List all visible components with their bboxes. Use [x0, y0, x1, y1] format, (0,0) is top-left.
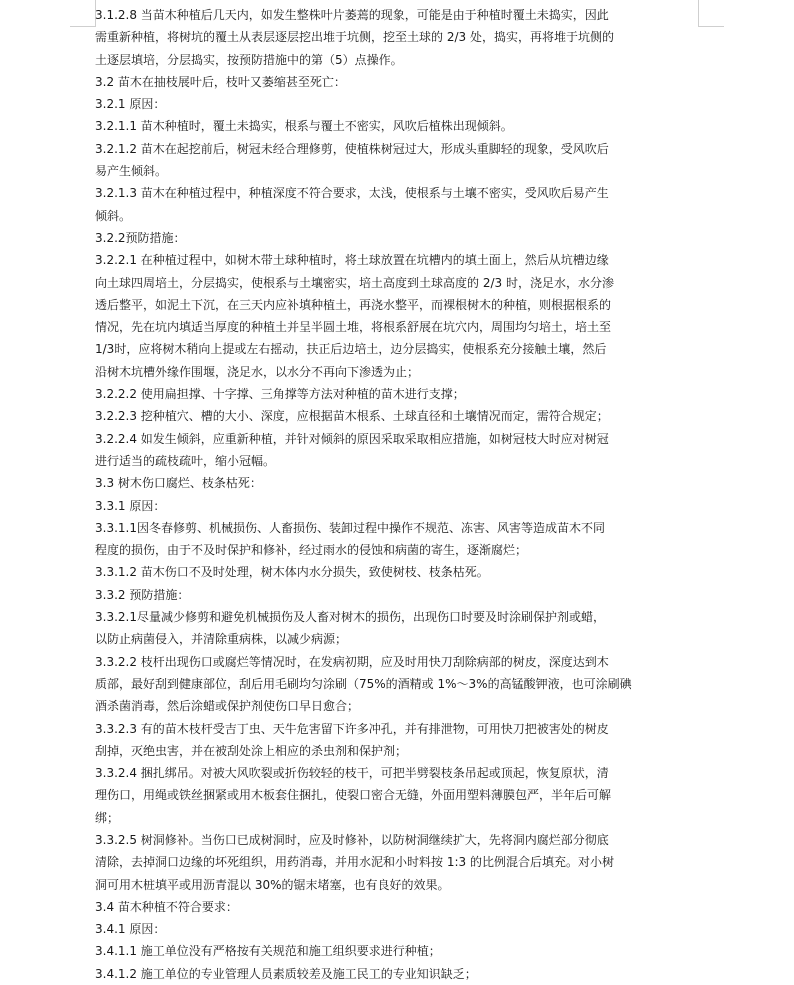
text-line: 3.4.1.2 施工单位的专业管理人员素质较差及施工民工的专业知识缺乏；: [95, 966, 477, 981]
text-line: 质部，最好刮到健康部位，刮后用毛刷均匀涂刷（75%的酒精或 1%～3%的高锰酸钾液，也可涂刷碘: [95, 676, 632, 691]
text-line: 刮掉，灭绝虫害，并在被刮处涂上相应的杀虫剂和保护剂；: [95, 743, 408, 758]
text-line: 洞可用木桩填平或用沥青混以 30%的锯末堵塞，也有良好的效果。: [95, 877, 450, 892]
text-line: 3.2.2.1 在种植过程中，如树木带土球种植时，将土球放置在坑槽内的填土面上，然后从坑槽边缘: [95, 253, 609, 268]
text-line: 3.3.1 原因：: [95, 498, 166, 513]
text-line: 酒杀菌消毒，然后涂蜡或保护剂使伤口早日愈合；: [95, 699, 360, 714]
document-body: [95, 4, 707, 985]
text-line: 3.4.1.1 施工单位没有严格按有关规范和施工组织要求进行种植；: [95, 944, 441, 959]
text-line: 3.3.2.3 有的苗木枝杆受吉丁虫、天牛危害留下许多冲孔，并有排泄物，可用快刀把被害处的树皮: [95, 721, 609, 736]
text-line: 3.2.2.2 使用扁担撑、十字撑、三角撑等方法对种植的苗木进行支撑；: [95, 387, 465, 402]
text-line: 沿树木坑槽外缘作围堰，浇足水，以水分不再向下渗透为止；: [95, 364, 420, 379]
text-line: 土逐层填培，分层捣实，按预防措施中的第（5）点操作。: [95, 52, 403, 67]
text-line: 清除，去掉洞口边缘的坏死组织，用药消毒，并用水泥和小时料按 1:3 的比例混合后填充。对小树: [95, 855, 614, 870]
text-line: 程度的损伤，由于不及时保护和修补，经过雨水的侵蚀和病菌的寄生，逐渐腐烂；: [95, 543, 528, 558]
text-line: 3.3.1.2 苗木伤口不及时处理，树木体内水分损失，致使树枝、枝条枯死。: [95, 565, 489, 580]
text-line: 3.2.1 原因：: [95, 97, 166, 112]
text-line: 3.3.2.5 树洞修补。当伤口已成树洞时，应及时修补，以防树洞继续扩大，先将洞内腐烂部分彻底: [95, 832, 609, 847]
text-line: 进行适当的疏枝疏叶，缩小冠幅。: [95, 453, 276, 468]
text-line: 3.2.1.2 苗木在起挖前后，树冠未经合理修剪，使植株树冠过大，形成头重脚轻的现象，受风吹后: [95, 141, 609, 156]
text-line: 倾斜。: [95, 208, 132, 223]
text-line: 3.4.1 原因：: [95, 922, 166, 937]
text-line: 3.4 苗木种植不符合要求：: [95, 899, 238, 914]
text-line: 透后整平，如泥土下沉，在三天内应补填种植土，再浇水整平，而裸根树木的种植，则根据根系的: [95, 297, 612, 312]
text-line: 3.3.2.1尽量减少修剪和避免机械损伤及人畜对树木的损伤，出现伤口时要及时涂刷保护剂或蜡，: [95, 610, 605, 625]
text-line: 向土球四周培土，分层捣实，使根系与土壤密实，培土高度到土球高度的 2/3 时，浇足水，水分渗: [95, 275, 614, 290]
text-line: 3.2 苗木在抽枝展叶后，枝叶又萎缩甚至死亡：: [95, 74, 346, 89]
text-line: 1/3时，应将树木稍向上提或左右摇动，扶正后边培土，边分层捣实，使根系充分接触土壤，然后: [95, 342, 607, 357]
page-corner-mark-left-horizontal: [70, 26, 96, 27]
text-line: 3.2.1.3 苗木在种植过程中，种植深度不符合要求，太浅，使根系与土壤不密实，受风吹后易产生: [95, 186, 609, 201]
text-line: 3.3.2 预防措施：: [95, 587, 190, 602]
text-line: 3.2.1.1 苗木种植时，覆土未捣实，根系与覆土不密实，风吹后植株出现倾斜。: [95, 119, 513, 134]
text-line: 绑；: [95, 810, 120, 825]
text-line: 3.2.2.3 挖种植穴、槽的大小、深度，应根据苗木根系、土球直径和土壤情况而定，需符合规定；: [95, 409, 609, 424]
text-line: 需重新种植，将树坑的覆土从表层逐层挖出堆于坑侧，挖至土球的 2/3 处，捣实，再将堆于坑侧的: [95, 30, 614, 45]
text-line: 3.1.2.8 当苗木种植后几天内，如发生整株叶片萎蔫的现象，可能是由于种植时覆土未捣实，因此: [95, 8, 609, 22]
text-line: 以防止病菌侵入，并清除重病株，以减少病源；: [95, 632, 348, 647]
text-line: 3.3.2.2 枝杆出现伤口或腐烂等情况时，在发病初期，应及时用快刀刮除病部的树皮，深度达到木: [95, 654, 609, 669]
text-line: 情况，先在坑内填适当厚度的种植土并呈半圆土堆，将根系舒展在坑穴内，周围均匀培土，培土至: [95, 320, 612, 335]
text-line: 3.3.2.4 捆扎绑吊。对被大风吹裂或折伤较轻的枝干，可把半劈裂枝条吊起或顶起，恢复原状，清: [95, 766, 609, 781]
text-line: 易产生倾斜。: [95, 164, 168, 179]
text-line: 理伤口，用绳或铁丝捆紧或用木板套住捆扎，使裂口密合无缝，外面用塑料薄膜包严，半年后可解: [95, 788, 612, 803]
text-line: 3.2.2预防措施：: [95, 230, 186, 245]
text-line: 3.2.2.4 如发生倾斜，应重新种植，并针对倾斜的原因采取采取相应措施，如树冠枝大时应对树冠: [95, 431, 609, 446]
text-line: 3.3 树木伤口腐烂、枝条枯死：: [95, 476, 262, 491]
text-line: 3.3.1.1因冬春修剪、机械损伤、人畜损伤、装卸过程中操作不规范、冻害、风害等造成苗木不同: [95, 520, 605, 535]
